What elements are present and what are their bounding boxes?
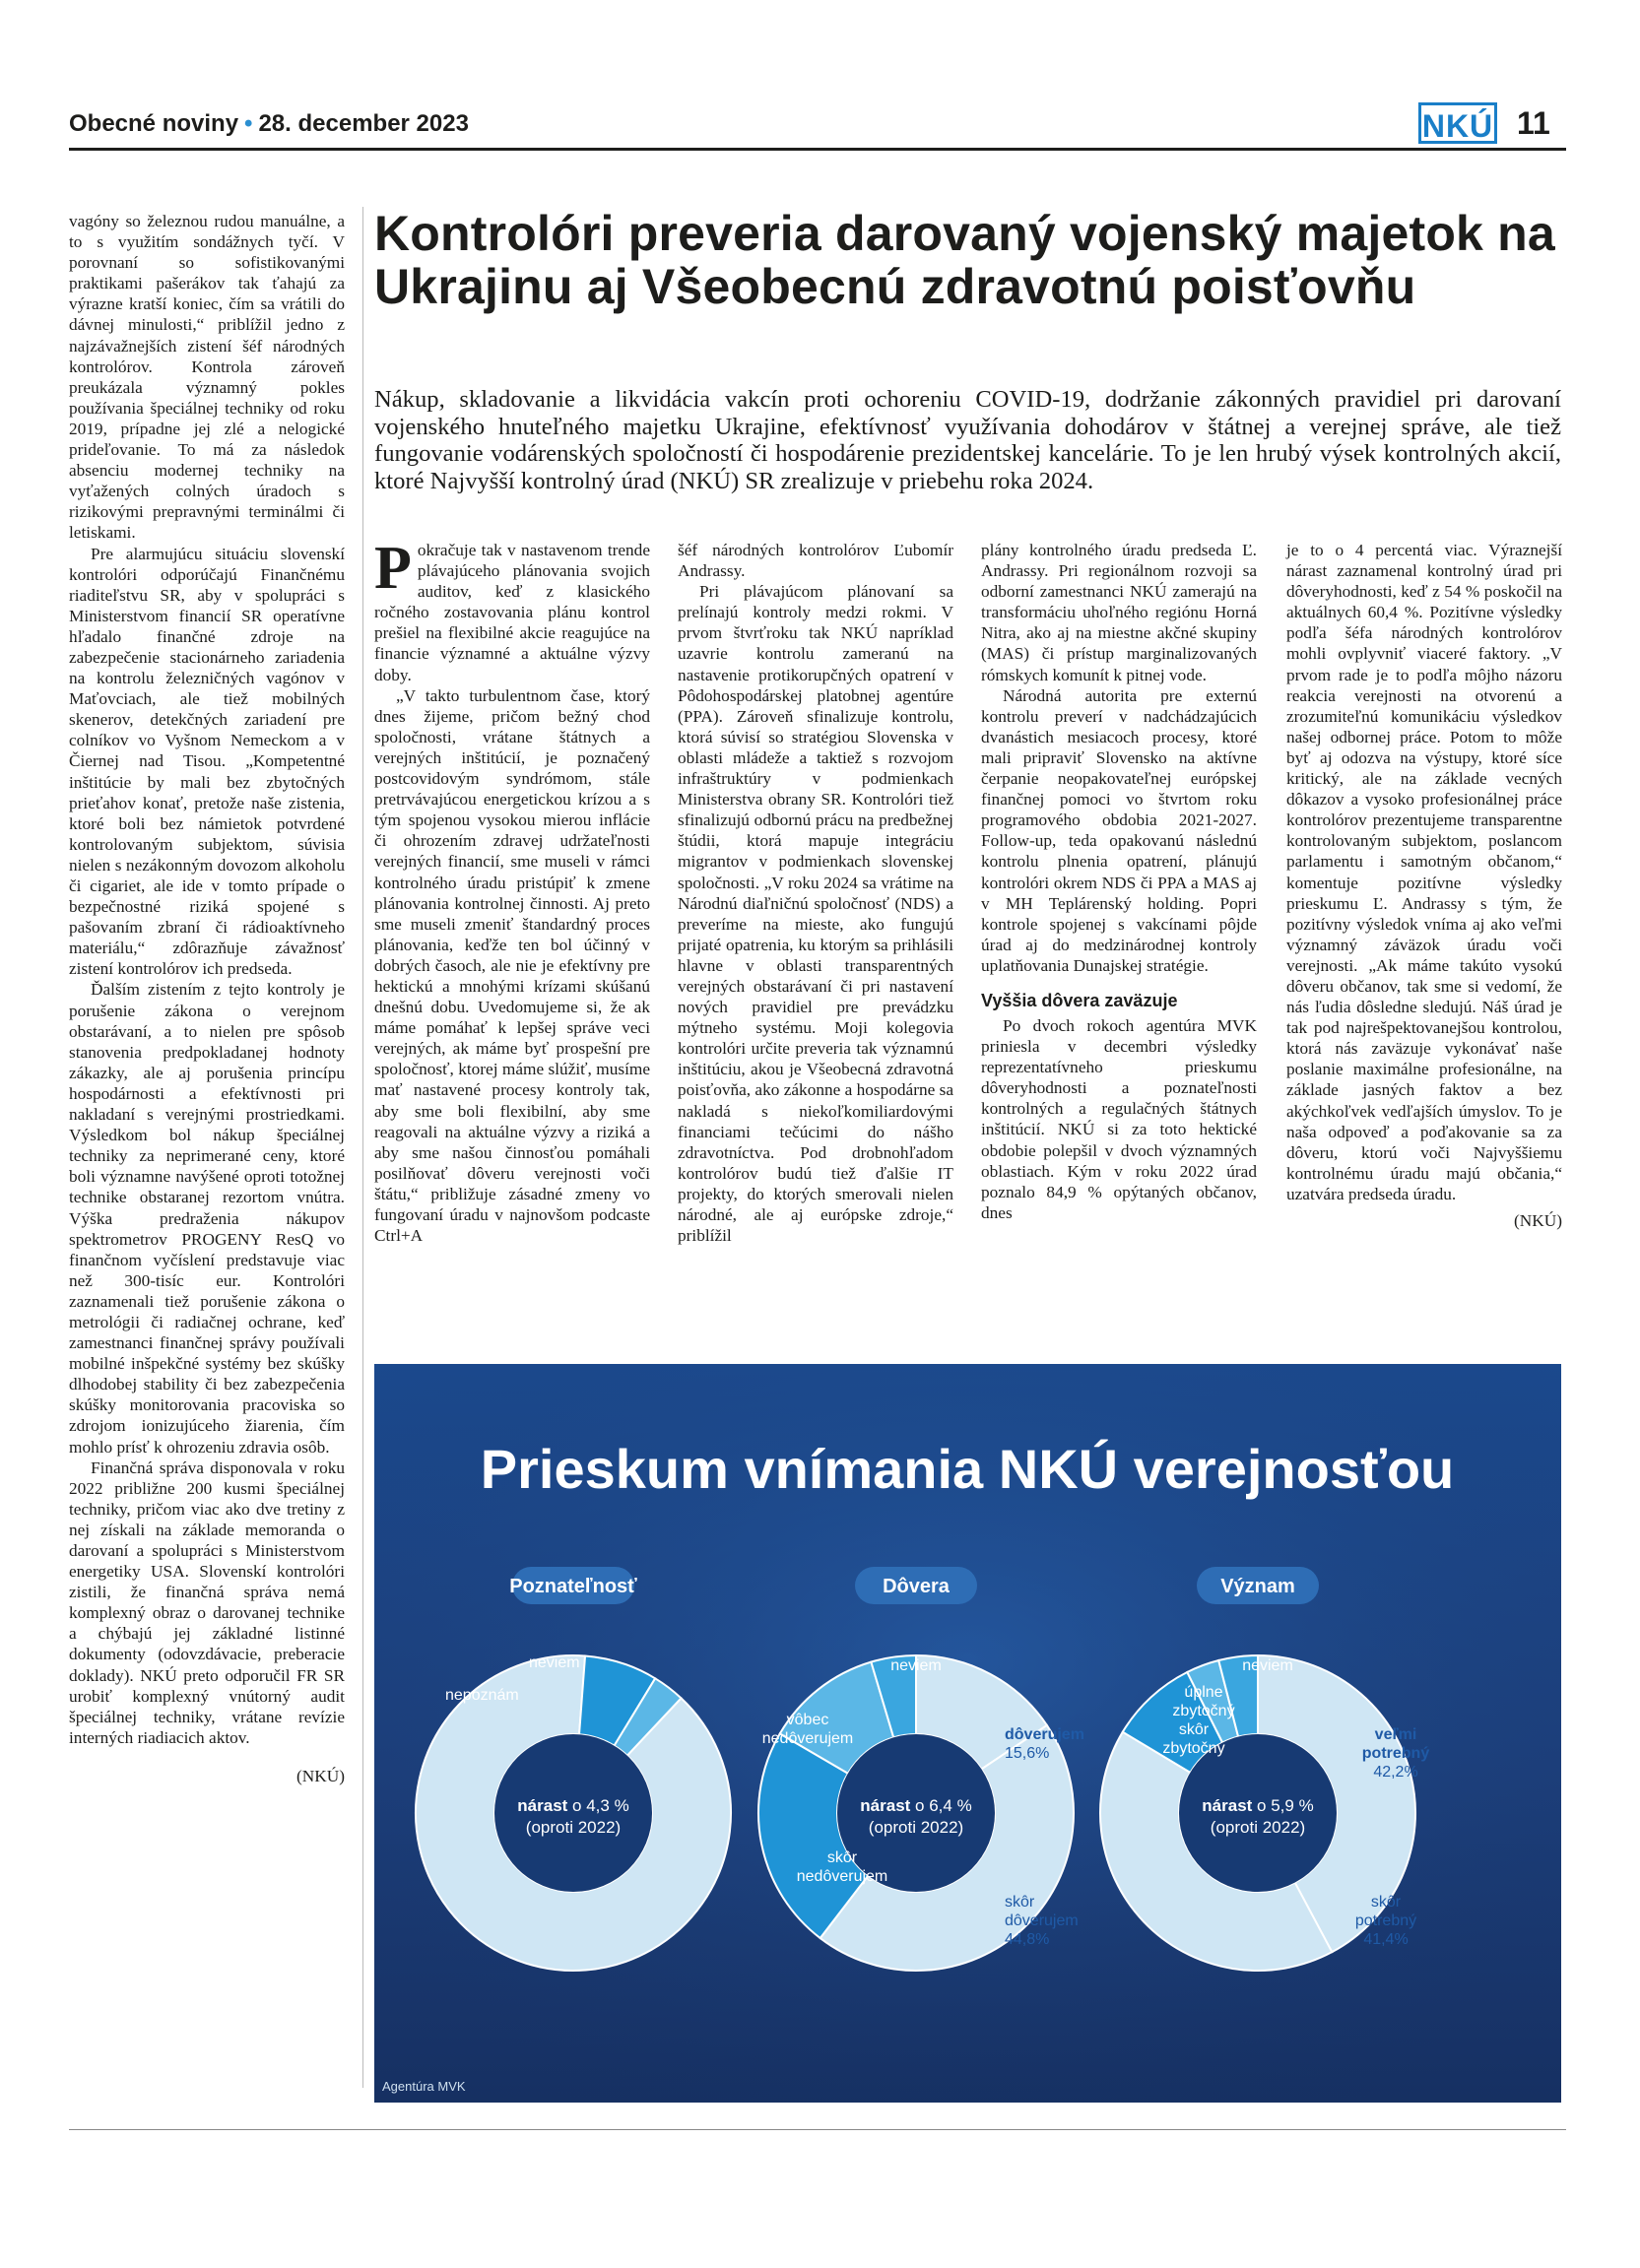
drop-cap: P <box>374 535 412 602</box>
chart-title: Význam <box>1220 1576 1295 1597</box>
center-sub-label: (oproti 2022) <box>1210 1818 1306 1837</box>
slice-value: 15,6% <box>1005 1745 1050 1762</box>
infographic-title: Prieskum vnímania NKÚ verejnosťou <box>480 1438 1455 1500</box>
center-label-rest: o 4,3 % <box>572 1796 629 1815</box>
slice-label: skôr <box>1178 1721 1210 1738</box>
center-label <box>517 1796 628 1815</box>
infographic-chart <box>374 1364 1561 2103</box>
article-column-4 <box>1286 540 1562 1231</box>
paragraph: šéf národných kontrolórov Ľubomír Andrassy. <box>678 541 953 581</box>
publication-name: Obecné noviny <box>69 110 239 137</box>
slice-label: nedôverujem <box>796 1868 888 1885</box>
paragraph: Finančná správa disponovala v roku 2022 približne 200 kusmi špeciálnej techniky, pričom viac ako dve tretiny z nej získali na základe memoranda o darovaní a spolupráci s Ministerstvom energetiky USA. Slovenskí kontrolóri zistili, že finančná správa nemá komplexný obraz o darovanej technike a chýbajú jej základné listinné dokumenty (odovzdávacie, preberacie doklady). NKÚ preto odporučil FR SR urobiť komplexný vnútorný audit špeciálnej techniky, vrátane revízie interných riadiacich aktov. <box>69 1458 345 1747</box>
article-column-1 <box>374 535 650 1246</box>
slice-label: potrebný <box>1354 1912 1417 1929</box>
slice-value: 44,8% <box>1005 1931 1050 1948</box>
issue-date: 28. december 2023 <box>258 110 469 137</box>
page-number: 11 <box>1517 105 1550 141</box>
slice-label: neviem <box>1242 1657 1293 1674</box>
article-column-2 <box>678 540 953 1246</box>
paragraph: Pri plávajúcom plánovaní sa prelínajú kontroly medzi rokmi. V prvom štvrťroku tak NKÚ napríklad uzavrie kontrolu zameranú na nastavenie protikorupčných opatrení v Pôdohospodárskej platobnej agentúre (PPA). Zároveň sfinalizuje kontrolu, ktorá súvisí so stratégiou Slovenska v oblasti mládeže a taktiež s rozvojom infraštruktúry v podmienkach Ministerstva obrany SR. Kontrolóri tiež sfinalizujú odbornú prácu na predbežnej štúdii, ktorá mapuje integráciu migrantov v podmienkach slovenskej spoločnosti. „V roku 2024 sa vrátime na Národnú diaľničnú spoločnosť (NDS) a preveríme na mieste, ako fungujú prijaté opatrenia, ku ktorým sa prihlásili hlavne v oblasti transparentných verejných obstarávaní či pri nastavení nových pravidiel pre prevádzku mýtneho systému. Moji kolegovia kontrolóri určite preveria tak významnú inštitúciu, akou je Všeobecná zdravotná poisťovňa, ako zákonne a hospodárne sa nakladá s niekoľkomiliardovými financiami tečúcimi do nášho zdravotníctva. Pod drobnohľadom kontrolórov budú tiež ďalšie IT projekty, do ktorých smerovali nielen národné, ale aj európske zdroje,“ priblížil <box>678 582 953 1246</box>
slice-label: skôr <box>1370 1894 1402 1911</box>
paragraph: plány kontrolného úradu predseda Ľ. Andrassy. Pri regionálnom rozvoji sa odborní zamestnanci NKÚ zamerajú na transformáciu uhoľného regiónu Horná Nitra, ako aj na miestne akčné skupiny (MAS) či prístup marginalizovaných rómskych komunít k pitnej vode. <box>981 541 1257 684</box>
subheading: Vyššia dôvera zaväzuje <box>981 990 1178 1010</box>
separator-dot: • <box>244 110 253 137</box>
slice-label: neviem <box>529 1654 580 1671</box>
slice-label: skôr <box>826 1849 858 1866</box>
chart-title: Poznateľnosť <box>509 1576 637 1597</box>
center-label <box>1202 1796 1313 1815</box>
survey-infographic <box>374 1364 1561 2103</box>
left-column <box>69 211 345 1786</box>
paragraph: Pre alarmujúcu situáciu slovenskí kontrolóri odporúčajú Finančnému riaditeľstvu SR, aby v spolupráci s Ministerstvom financií SR operatívne hľadalo finančné zdroje na zabezpečenie stacionárneho zariadenia na kontrolu železničných vagónov v Maťovciach, ale tiež mobilných skenerov, detekčných zariadení pre colníkov vo Vyšnom Nemeckom a v Čiernej nad Tisou. „Kompetentné inštitúcie by mali bez zbytočných prieťahov konať, pretože naše zistenia, ktoré boli bez námietok potvrdené kontrolovaným subjektom, súvisia nielen s nezákonným dovozom alkoholu či cigariet, ale ide v tomto prípade o bezpečnostné riziká spojené s pašovaním zbraní či rádioaktívneho materiálu,“ zdôrazňuje závažnosť zistení kontrolórov ich predseda. <box>69 544 345 979</box>
slice-label: nepoznám <box>445 1687 519 1704</box>
slice-label: veľmi <box>1374 1726 1417 1743</box>
article-headline: Kontrolóri preveria darovaný vojenský majetok na Ukrajinu aj Všeobecnú zdravotnú poisťovňu <box>374 206 1555 314</box>
paragraph: „V takto turbulentnom čase, ktorý dnes žijeme, pričom bežný chod spoločnosti, vrátane štátnych a verejných inštitúcií, je poznačený postcovidovým syndrómom, stále pretrvávajúcou energetickou krízou a s tým spojenou vysokou mierou inflácie či ohrozením zdravej udržateľnosti verejných financií, sme museli v rámci kontrolného úradu pristúpiť k zmene plánovania kontrolnej činnosti. Aj preto sme museli zmeniť štandardný proces plánovania, keďže ten bol účinný v dobrých časoch, ale nie je efektívny pre hektickú a mnohými krízami skúšanú dnešnú dobu. Uvedomujeme si, že ak máme pomáhať k lepšej správe veci verejných, ak máme byť prospešní pre spoločnosť, ktorej máme slúžiť, musíme mať nastavené procesy kontroly tak, aby sme boli flexibilní, aby sme reagovali na aktuálne výzvy a riziká a aby sme našou činnosťou pomáhali posilňovať dôveru verejnosti voči štátu,“ približuje zásadné zmeny vo fungovaní úradu v najnovšom podcaste Ctrl+A <box>374 685 650 1246</box>
slice-label: úplne <box>1184 1684 1223 1701</box>
signature: (NKÚ) <box>296 1766 345 1785</box>
center-label-rest: o 6,4 % <box>915 1796 972 1815</box>
center-label-bold: nárast <box>860 1796 916 1815</box>
center-sub-label: (oproti 2022) <box>525 1818 622 1837</box>
slice-label: zbytočný <box>1172 1703 1235 1719</box>
paragraph: Ďalším zistením z tejto kontroly je porušenie zákona o verejnom obstarávaní, a to nielen pre spôsob stanovenia predpokladanej hodnoty zákazky, ale aj porušenia princípu hospodárnosti a efektívnosti pri nakladaní s verejnými prostriedkami. Výsledkom bol nákup špeciálnej techniky za neprimerané ceny, ktoré boli významne navýšené oproti totožnej technike obstaranej rezortom vnútra. Výška predraženia nákupov spektrometrov PROGENY ResQ vo finančnom vyčíslení predstavuje viac než 300-tisíc eur. Kontrolóri zaznamenali tiež porušenie zákona o metrológii či radiačnej ochrane, keď zamestnanci finančnej správy používali mobilné inšpekčné systémy bez skúšky dlhodobej stability či bez zabezpečenia skúšky monitorovania pracoviska so zdrojom ionizujúceho žiarenia, čím mohlo prísť k ohrozeniu zdravia osôb. <box>69 980 345 1457</box>
slice-label: potrebný <box>1361 1745 1430 1762</box>
article-lede: Nákup, skladovanie a likvidácia vakcín proti ochoreniu COVID-19, dodržanie zákonných pravidiel pri darovaní vojenského hnuteľného majetku Ukrajine, efektívnosť využívania dohodárov v štátnej a verejnej správe, ale tiež fungovanie vodárenských spoločností či hospodárenie prezidentskej kancelárie. To je len hrubý výsek kontrolných akcií, ktoré Najvyšší kontrolný úrad (NKÚ) SR zrealizuje v priebehu roka 2024. <box>374 386 1561 494</box>
paragraph: Národná autorita pre externú kontrolu preverí v nadchádzajúcich dvanástich mesiacoch procesy, ktoré mali pripraviť Slovensko na aktívne čerpanie neopakovateľnej európskej finančnej pomoci vo štvrtom roku programového obdobia 2021-2027. Follow-up, teda opakovanú následnú kontrolu plnenia opatrení, plánujú kontrolóri okrem NDS či PPA a MAS aj v MH Teplárenský holding. Popri kontrole spojenej s vakcínami pôjde úrad aj do medzinárodnej kontroly uplatňovania Dunajskej stratégie. <box>981 685 1257 975</box>
slice-label: nedôverujem <box>761 1730 854 1747</box>
slice-label: dôverujem <box>1005 1912 1079 1929</box>
slice-label: skôr <box>1005 1894 1035 1911</box>
paragraph: vagóny so železnou rudou manuálne, a to s využitím sondážnych tyčí. V porovnaní so sofistikovanými praktikami pašerákov tak ťahajú za výrazne kratší koniec, čím sa vrátili do dávnej minulosti,“ priblížil jedno z najzávažnejších zistení šéf národných kontrolórov. Kontrola zároveň preukázala významný pokles používania špeciálnej techniky od roku 2019, prípadne jej zlé a nelogické prideľovanie. To má za následok absenciu modernej techniky na vyťažených colných úradoch s rizikovými prepravnými terminálmi či letiskami. <box>69 212 345 543</box>
infographic-source: Agentúra MVK <box>382 2079 466 2094</box>
center-label <box>860 1796 971 1815</box>
slice-value: 41,4% <box>1363 1931 1409 1948</box>
slice-label: vôbec <box>786 1712 829 1728</box>
chart-title: Dôvera <box>883 1576 950 1597</box>
slice-value: 42,2% <box>1373 1764 1418 1781</box>
column-divider <box>362 207 363 2088</box>
center-sub-label: (oproti 2022) <box>868 1818 964 1837</box>
center-label-bold: nárast <box>1202 1796 1258 1815</box>
nku-logo: NKÚ <box>1418 102 1497 144</box>
center-label-rest: o 5,9 % <box>1257 1796 1314 1815</box>
masthead <box>69 110 469 138</box>
paragraph: je to o 4 percentá viac. Výraznejší nárast zaznamenal kontrolný úrad pri dôveryhodnosti, keď z 54 % poskočil na aktuálnych 60,4 %. Pozitívne výsledky podľa šéfa národných kontrolórov mohli ovplyvniť viaceré faktory. „V prvom rade je to podľa môjho názoru reakcia verejnosti na otvorenú a zrozumiteľnú komunikáciu výsledkov našej odbornej práce. Potom to môže byť aj odozva na výstupy, ktoré síce kritický, ale na základe vecných dôkazov a vysoko profesionálnej práce kontrolórov prezentujeme transparentne kontrolovaným subjektom, poslancom parlamentu i samotným občanom,“ komentuje pozitívne výsledky prieskumu Ľ. Andrassy s tým, že pozitívny výsledok vníma aj ako veľmi významný záväzok úradu voči verejnosti. „Ak máme takúto vysokú dôveru občanov, tak sme si vedomí, že nás ľudia dôsledne sledujú. Náš úrad je tak pod najrešpektovanejšou kontrolou, ktorá nás zaväzuje vykonávať naše poslanie maximálne profesionálne, na základe jasných faktov a bez akýchkoľvek vedľajších úmyslov. To je naša odpoveď a poďakovanie sa za dôveru, ktorú voči Najvyššiemu kontrolnému úradu majú občania,“ uzatvára predseda úradu. <box>1286 541 1562 1203</box>
footer-rule <box>69 2129 1566 2130</box>
slice-label: dôverujem <box>1005 1726 1084 1743</box>
slice-label: neviem <box>890 1657 942 1674</box>
center-label-bold: nárast <box>517 1796 573 1815</box>
article-column-3 <box>981 540 1257 1223</box>
slice-label: zbytočný <box>1162 1740 1225 1757</box>
paragraph-text: okračuje tak v nastavenom trende plávajúceho plánovania svojich auditov, keď z klasického ročného zostavovania plánu kontrol prešiel na flexibilné akcie reagujúce na financie významné a aktuálne výzvy doby. <box>374 541 650 684</box>
paragraph: Po dvoch rokoch agentúra MVK priniesla v decembri výsledky reprezentatívneho prieskumu dôveryhodnosti a poznateľnosti kontrolných a regulačných štátnych inštitúcií. NKÚ si za toto hektické obdobie polepšil v dvoch významných oblastiach. Kým v roku 2022 úrad poznalo 84,9 % opýtaných občanov, dnes <box>981 1015 1257 1222</box>
paragraph <box>374 535 650 685</box>
signature: (NKÚ) <box>1514 1211 1562 1230</box>
header-rule <box>69 148 1566 151</box>
